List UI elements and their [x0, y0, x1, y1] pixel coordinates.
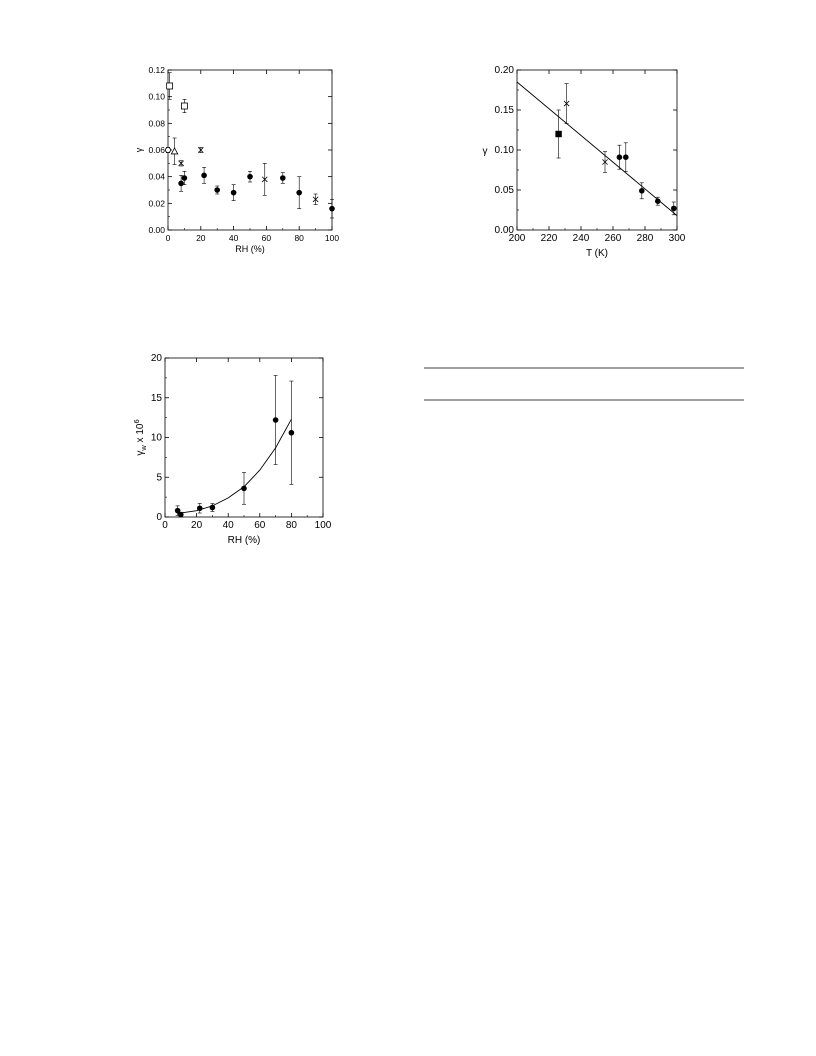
data-point	[555, 131, 561, 137]
series-filled-square	[555, 110, 561, 158]
y-tick-label: 0	[156, 512, 162, 523]
x-tick-label: 80	[294, 233, 304, 243]
x-tick-label: 0	[165, 233, 171, 243]
series-cross	[564, 84, 608, 173]
data-point	[171, 148, 177, 154]
x-tick-label: 200	[508, 233, 526, 244]
data-point	[181, 103, 187, 109]
y-axis-label-sub: w	[139, 445, 148, 451]
y-tick-label: 0.02	[148, 198, 165, 209]
data-point	[602, 159, 607, 164]
data-point	[623, 154, 629, 160]
x-tick-label: 20	[191, 520, 203, 531]
x-tick-label: 240	[572, 233, 590, 244]
x-tick-label: 280	[636, 233, 654, 244]
y-axis-label-sup: 6	[132, 419, 141, 424]
data-point	[175, 508, 181, 514]
data-point	[178, 512, 184, 518]
data-point	[671, 206, 677, 212]
data-point	[289, 430, 295, 436]
chart3-frame	[165, 358, 323, 517]
cross-stroke-a	[313, 197, 318, 202]
data-point	[655, 198, 661, 204]
chart2-frame	[517, 70, 677, 230]
y-tick-label: 15	[150, 392, 162, 404]
cross-stroke-b	[198, 147, 203, 152]
x-tick-label: 60	[254, 520, 266, 531]
cross-stroke-a	[564, 101, 569, 106]
data-point	[247, 174, 253, 180]
cross-stroke-b	[262, 177, 267, 182]
x-tick-label: 220	[540, 233, 558, 244]
x-tick-label: 40	[228, 233, 239, 243]
data-point	[280, 175, 286, 181]
x-tick-label: 300	[668, 233, 686, 244]
x-axis-label: T (K)	[585, 248, 609, 259]
series-cross	[179, 147, 319, 204]
data-point	[214, 187, 220, 193]
x-tick-label: 60	[261, 233, 272, 243]
data-point	[329, 206, 335, 212]
y-axis-label-base: γ	[135, 450, 146, 456]
data-point	[617, 154, 623, 160]
x-tick-label: 100	[314, 520, 332, 531]
chart1-plot	[134, 65, 339, 254]
y-tick-label: 0.00	[494, 225, 514, 236]
y-tick-label: 0.08	[148, 118, 165, 129]
x-axis-label: RH (%)	[227, 535, 261, 546]
x-tick-label: 0	[162, 520, 168, 531]
data-point	[273, 417, 279, 423]
y-tick-label: 0.10	[148, 91, 165, 102]
data-point	[241, 486, 247, 492]
y-tick-label: 20	[150, 353, 162, 364]
y-tick-label: 0.12	[148, 65, 165, 75]
series-filled-circle	[175, 375, 294, 517]
x-axis-label: RH (%)	[235, 244, 265, 254]
data-point	[178, 181, 184, 187]
chart3-plot	[132, 353, 332, 546]
series-open-circle	[165, 147, 170, 152]
cross-stroke-b	[602, 159, 607, 164]
cross-stroke-a	[198, 147, 203, 152]
y-tick-label: 0.05	[494, 185, 514, 196]
data-point	[165, 147, 170, 152]
y-axis-label	[132, 419, 148, 455]
y-tick-label: 5	[156, 472, 162, 484]
y-tick-label: 0.04	[148, 171, 165, 182]
cross-stroke-b	[179, 161, 184, 166]
data-point	[231, 190, 237, 196]
chart1-frame	[168, 70, 332, 230]
series-open-square	[167, 73, 188, 113]
series-open-triangle	[171, 138, 177, 165]
cross-stroke-b	[313, 197, 318, 202]
data-point	[262, 177, 267, 182]
x-tick-label: 20	[196, 233, 206, 243]
y-tick-label: 0.10	[494, 145, 514, 156]
series-filled-circle	[617, 143, 677, 215]
data-point	[179, 161, 184, 166]
y-axis-label: γ	[482, 146, 488, 157]
y-tick-label: 0.15	[494, 105, 514, 116]
series-filled-circle	[178, 167, 334, 218]
cross-stroke-a	[179, 161, 184, 166]
y-tick-label: 0.00	[148, 225, 165, 235]
cross-stroke-a	[262, 177, 267, 182]
y-axis-label-mid: x 10	[135, 423, 146, 446]
x-tick-label: 80	[285, 520, 297, 531]
cross-stroke-a	[602, 159, 607, 164]
y-tick-label: 10	[150, 432, 162, 444]
fit-line	[517, 82, 677, 216]
x-tick-label: 260	[604, 233, 622, 244]
cross-stroke-b	[564, 101, 569, 106]
fit-line	[178, 419, 292, 513]
chart2-plot	[483, 65, 686, 259]
data-point	[564, 101, 569, 106]
y-tick-label: 0.06	[148, 145, 165, 155]
data-point	[313, 197, 318, 202]
y-axis-label: γ	[134, 147, 144, 153]
data-point	[201, 173, 207, 179]
x-tick-label: 40	[222, 520, 234, 531]
data-point	[197, 505, 203, 511]
data-point	[198, 147, 203, 152]
data-point	[182, 175, 188, 181]
data-point	[210, 505, 216, 511]
y-tick-label: 0.20	[494, 65, 514, 76]
x-tick-label: 100	[324, 233, 340, 243]
data-point	[296, 190, 302, 196]
data-point	[639, 188, 645, 194]
data-point	[167, 83, 173, 89]
